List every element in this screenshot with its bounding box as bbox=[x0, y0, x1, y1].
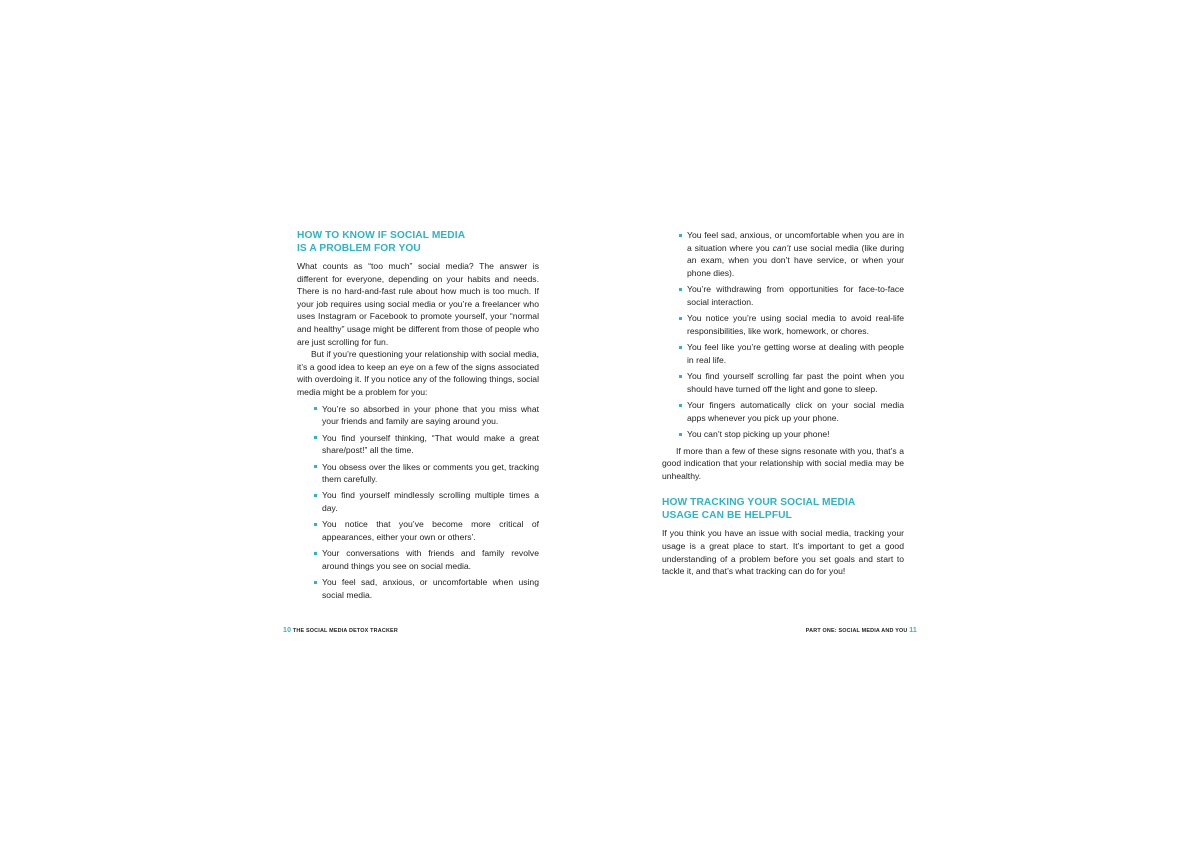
left-page-footer bbox=[283, 627, 398, 634]
list-item-text: You find yourself mindlessly scrolling multiple times a day. bbox=[322, 490, 539, 514]
list-item bbox=[322, 432, 539, 457]
bullet-square-icon bbox=[314, 494, 317, 497]
bullet-square-icon bbox=[679, 346, 682, 349]
heading-line-1: HOW TO KNOW IF SOCIAL MEDIA bbox=[297, 230, 466, 241]
page-number: 10 bbox=[283, 627, 292, 634]
list-item bbox=[687, 229, 904, 279]
running-title: PART ONE: SOCIAL MEDIA AND YOU bbox=[805, 628, 908, 634]
list-item-text: Your fingers automatically click on your social media apps whenever you pick up your phone. bbox=[687, 400, 904, 423]
list-item-text: You obsess over the likes or comments you get, tracking them carefully. bbox=[322, 461, 539, 485]
list-item bbox=[322, 461, 539, 486]
emphasis-text: can’t bbox=[772, 242, 791, 253]
bullet-square-icon bbox=[314, 436, 317, 439]
list-item-text: use social media (like during an exam, when you don’t have service, or when your phone dies). bbox=[687, 242, 904, 278]
paragraph-too-much: What counts as “too much” social media? The answer is different for everyone, depending on your habits and needs. There is no hard-and-fast rule about how much is too much. If your job requires using social media or you’re a freelancer who uses Instagram or Facebook to promote yourself, your “normal and healthy” usage might be different from those of people who are just scrolling for fun. bbox=[297, 261, 539, 347]
list-item-text: You feel sad, anxious, or uncomfortable when using social media. bbox=[322, 577, 539, 601]
signs-bullet-list bbox=[297, 403, 539, 602]
running-title: THE SOCIAL MEDIA DETOX TRACKER bbox=[292, 628, 398, 634]
bullet-square-icon bbox=[314, 465, 317, 468]
list-item-text: You’re so absorbed in your phone that you miss what your friends and family are saying around you. bbox=[322, 403, 539, 427]
bullet-square-icon bbox=[679, 433, 682, 436]
list-item bbox=[322, 518, 539, 543]
paragraph-signs-resonate: If more than a few of these signs resonate with you, that’s a good indication that your relationship with social media may be unhealthy. bbox=[662, 445, 904, 481]
list-item-text: You’re withdrawing from opportunities for face-to-face social interaction. bbox=[687, 284, 904, 307]
bullet-square-icon bbox=[679, 288, 682, 291]
right-page-column bbox=[662, 229, 904, 578]
list-item-text: Your conversations with friends and family revolve around things you see on social media. bbox=[322, 548, 539, 572]
list-item-text: You can’t stop picking up your phone! bbox=[687, 429, 830, 440]
list-item bbox=[322, 403, 539, 428]
list-item bbox=[687, 312, 904, 337]
bullet-square-icon bbox=[314, 552, 317, 555]
bullet-square-icon bbox=[314, 581, 317, 584]
section-heading-tracking bbox=[662, 496, 904, 522]
heading-line-1: HOW TRACKING YOUR SOCIAL MEDIA bbox=[662, 497, 856, 509]
list-item bbox=[687, 370, 904, 395]
bullet-square-icon bbox=[314, 523, 317, 526]
bullet-square-icon bbox=[679, 404, 682, 407]
paragraph-questioning: But if you’re questioning your relationship with social media, it’s a good idea to keep an eye on a few of the signs associated with overdoing it. If you notice any of the following things, social media might be a problem for you: bbox=[297, 349, 539, 397]
heading-line-2: IS A PROBLEM FOR YOU bbox=[297, 243, 421, 254]
signs-bullet-list-continued bbox=[662, 229, 904, 441]
list-item-text: You notice that you’ve become more critical of appearances, either your own or others’. bbox=[322, 519, 539, 543]
list-item-text: You notice you’re using social media to avoid real-life responsibilities, like work, homework, or chores. bbox=[687, 313, 904, 336]
paragraph-tracking: If you think you have an issue with social media, tracking your usage is a great place to start. It’s important to get a good understanding of a problem before you set goals and start to tackle it, and that’s what tracking can do for you! bbox=[662, 528, 904, 577]
right-page-footer bbox=[806, 627, 917, 634]
left-page-column bbox=[297, 229, 539, 606]
list-item bbox=[687, 283, 904, 308]
list-item bbox=[687, 341, 904, 366]
list-item-text: You feel sad, anxious, or uncomfortable when you are in a situation where you bbox=[687, 230, 904, 253]
bullet-square-icon bbox=[679, 375, 682, 378]
bullet-square-icon bbox=[679, 234, 682, 237]
page-number: 11 bbox=[909, 627, 917, 634]
list-item bbox=[322, 576, 539, 601]
list-item bbox=[322, 547, 539, 572]
list-item bbox=[322, 489, 539, 514]
bullet-square-icon bbox=[314, 407, 317, 410]
list-item-text: You find yourself thinking, “That would make a great share/post!” all the time. bbox=[322, 432, 539, 456]
list-item bbox=[687, 399, 904, 424]
bullet-square-icon bbox=[679, 317, 682, 320]
list-item bbox=[687, 428, 904, 441]
heading-line-2: USAGE CAN BE HELPFUL bbox=[662, 510, 792, 522]
list-item-text: You feel like you’re getting worse at dealing with people in real life. bbox=[687, 342, 904, 365]
section-heading-problem bbox=[297, 229, 539, 255]
list-item-text: You find yourself scrolling far past the point when you should have turned off the light and gone to sleep. bbox=[687, 371, 904, 394]
